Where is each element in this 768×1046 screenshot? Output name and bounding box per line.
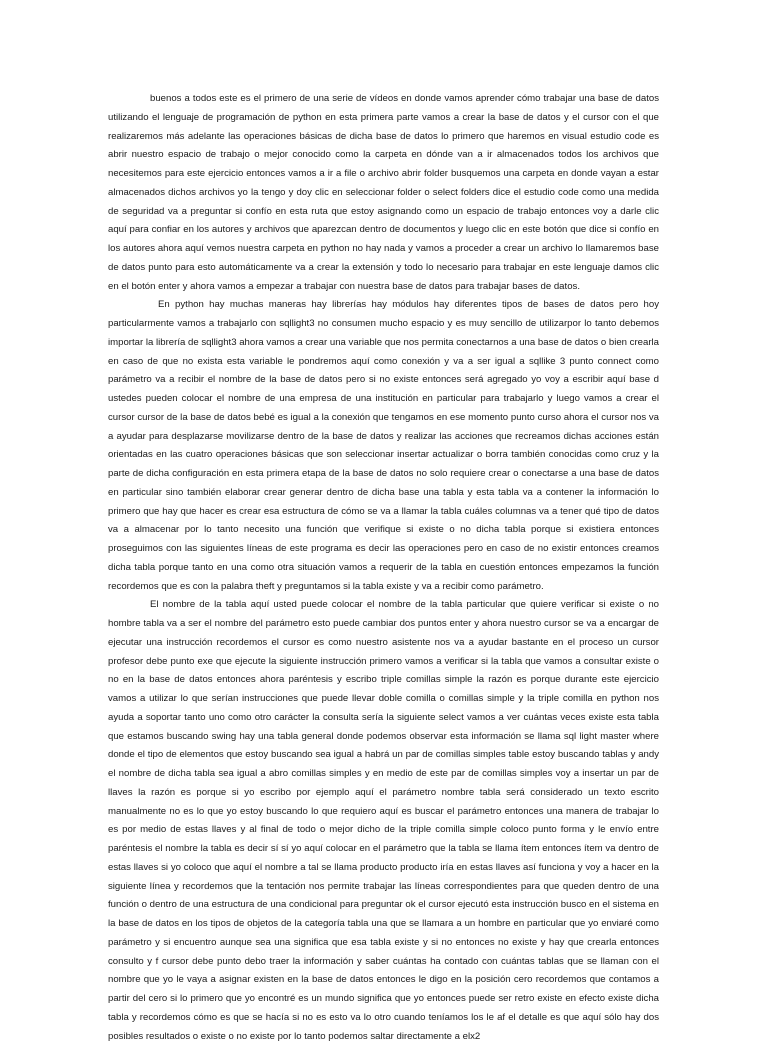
document-body — [108, 90, 659, 1046]
paragraph-2: En python hay muchas maneras hay librerías hay módulos hay diferentes tipos de bases de datos pero hoy particularmente vamos a trabajarlo con sqllight3 no consumen mucho espacio y es muy sencillo de utilizarpor lo tanto debemos importar la librería de sqllight3 ahora vamos a crear una variable que nos permita conectarnos a una base de datos o bien crearla en caso de que no exista esta variable le pondremos aquí como conexión y va a ser igual a sqllike 3 punto connect como parámetro va a recibir el nombre de la base de datos pero si no existe entonces será agregado yo voy a escribir aquí base d ustedes pueden colocar el nombre de una empresa de una institución en particular para trabajarlo y luego vamos a crear el cursor cursor de la base de datos bebé es igual a la conexión que tengamos en ese momento punto curso ahora el cursor nos va a ayudar para desplazarse movilizarse dentro de la base de datos y realizar las acciones que recreamos dichas acciones están orientadas en las cuatro operaciones básicas que son seleccionar insertar actualizar o borra también conocidas como cruz y la parte de dicha configuración en esta primera etapa de la base de datos no solo requiere crear o conectarse a una base de datos en particular sino también elaborar crear generar dentro de dicha base una tabla y esta tabla va a contener la información lo primero que hay que hacer es crear esa estructura de cómo se va a llamar la tabla cuáles columnas va a tener qué tipo de datos va a almacenar por lo tanto necesito una función que verifique si existe o no dicha tabla porque si existiera entonces proseguimos con las siguientes líneas de este programa es decir las operaciones pero en caso de no existir entonces creamos dicha tabla porque tanto en una como otra situación vamos a requerir de la tabla en cuestión entonces empezamos la función recordemos que es con la palabra theft y preguntamos si la tabla existe y va a recibir como parámetro. — [108, 299, 659, 592]
paragraph-3: El nombre de la tabla aquí usted puede colocar el nombre de la tabla particular que quiere verificar si existe o no hombre tabla va a ser el nombre del parámetro esto puede cambiar dos puntos enter y ahora nuestro cursor se va a encargar de ejecutar una instrucción recordemos el cursor es como nuestro asistente nos va a ayudar bastante en el proceso un cursor profesor debe punto exe que ejecute la siguiente instrucción primero vamos a verificar si la tabla que vamos a consultar existe o no en la base de datos entonces ahora paréntesis y escribo triple comillas simple la razón es porque durante este ejercicio vamos a utilizar lo que serían instrucciones que puede llevar doble comilla o comillas simple y la triple comilla en python nos ayuda a soportar tanto uno como otro carácter la consulta sería la siguiente select vamos a ver cuántas veces existe esta tabla que estamos buscando swing hay una tabla general donde podemos observar esta información se llama sql light master where donde el tipo de elementos que estoy buscando sea igual a habrá un par de comillas simples table estoy buscando tablas y andy el nombre de dicha tabla sea igual a abro comillas simples y en medio de este par de comillas simples voy a insertar un par de llaves la razón es porque si yo escribo por ejemplo aquí el parámetro nombre tabla será considerado un texto escrito manualmente no es lo que yo estoy buscando lo que requiero aquí es buscar el parámetro entonces una manera de trabajar lo es por medio de estas llaves y al final de todo o mejor dicho de la triple comilla simple coloco punto forma y le envío entre paréntesis el nombre la tabla es decir sí sí yo aquí colocar en el parámetro que la tabla se llama ítem entonces ítem va dentro de estas llaves si yo coloco que aquí el nombre a tal se llama producto producto iría en estas llaves así funciona y voy a hacer en la siguiente línea y recordemos que la tentación nos permite trabajar las líneas correspondientes para que queden dentro de una función o dentro de una estructura de una condicional para preguntar ok el cursor ejecutó esta instrucción busco en el sistema en la base de datos en los tipos de objetos de la categoría tabla una que se llamara a un hombre en particular que yo enviaré como parámetro y si encuentro aunque sea una significa que esa tabla existe y si no entonces no existe y hay que crearla entonces consulto y f cursor debe punto debo traer la información y saber cuántas ha contado con cuántas tablas que se llaman con el nombre que yo le vaya a asignar existen en la base de datos entonces le digo en la posición cero recordemos que contamos a partir del cero si lo primero que yo encontré es un mundo significa que yo entonces puede ser retro existe en efecto existe dicha tabla y recordemos cómo es que se hacía si no es esto va lo otro cuando teníamos los le af el detalle es que aquí sólo hay dos posibles resultados o existe o no existe por lo tanto podemos saltar directamente a elx2 — [108, 599, 659, 1042]
paragraph-1: buenos a todos este es el primero de una serie de vídeos en donde vamos aprender cómo trabajar una base de datos utilizando el lenguaje de programación de python en esta primera parte vamos a crear la base de datos y el cursor con el que realizaremos más adelante las operaciones básicas de dicha base de datos lo primero que haremos en visual estudio code es abrir nuestro espacio de trabajo o mejor conocido como la carpeta en dónde van a ir almacenados todos los archivos que necesitemos para este ejercicio entonces vamos a ir a file o archivo abrir folder busquemos una carpeta en donde vayan a estar almacenados dichos archivos yo la tengo y doy clic en seleccionar folder o select folders dice el estudio code como una medida de seguridad va a preguntar si confío en esta ruta que estoy asignando como un espacio de trabajo entonces voy a darle clic aquí para confiar en los autores y archivos que aparezcan dentro de documentos y luego clic en este botón que dice si confío en los autores ahora aquí vemos nuestra carpeta en python no hay nada y vamos a proceder a crear un archivo lo llamaremos base de datos punto para esto automáticamente va a crear la extensión y todo lo necesario para trabajar en este lenguaje damos clic en el botón enter y ahora vamos a empezar a trabajar con nuestra base de datos para trabajar bases de datos. — [108, 93, 659, 292]
